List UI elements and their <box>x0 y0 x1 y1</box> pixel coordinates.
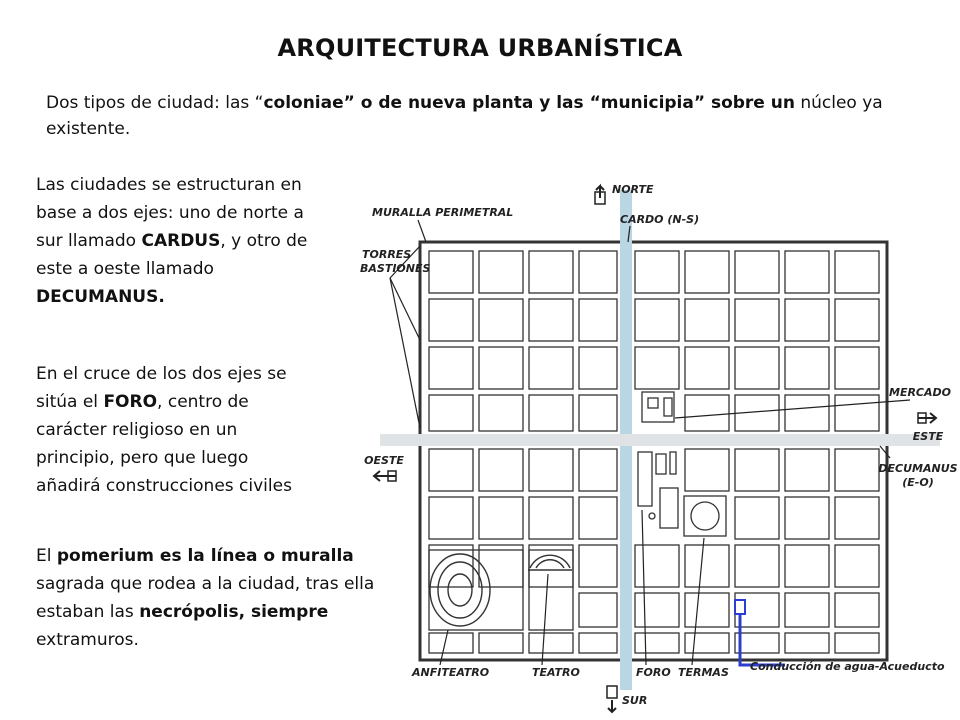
city-block <box>685 299 729 341</box>
city-block <box>835 497 879 539</box>
city-block <box>635 251 679 293</box>
label-este: ESTE <box>912 430 944 443</box>
city-block <box>579 449 617 491</box>
city-block <box>635 593 679 627</box>
south-arrow-icon <box>607 686 617 712</box>
city-block <box>685 449 729 491</box>
termas-building <box>684 496 726 536</box>
city-block <box>735 347 779 389</box>
city-block <box>785 299 829 341</box>
city-block <box>479 497 523 539</box>
cardus-decumanus-paragraph <box>36 171 316 311</box>
cardus-term: CARDUS <box>141 231 221 251</box>
city-block <box>579 545 617 587</box>
city-block <box>429 251 473 293</box>
city-block <box>835 449 879 491</box>
city-block <box>529 299 573 341</box>
anfiteatro-building <box>430 554 490 626</box>
city-block <box>479 347 523 389</box>
mercado-pointer <box>675 400 910 418</box>
city-block <box>685 593 729 627</box>
city-block <box>479 251 523 293</box>
foro-term: FORO <box>103 392 158 412</box>
intro-text <box>46 90 926 142</box>
decumanus-axis <box>380 434 940 446</box>
label-sur: SUR <box>622 694 648 707</box>
para3-text-2: sagrada que rodea a la ciudad, tras ella estaban las <box>36 574 375 622</box>
city-block <box>735 251 779 293</box>
teatro-pointer <box>542 574 548 665</box>
city-block <box>529 395 573 431</box>
para1-text-1: Las ciudades se estructuran en base a dos ejes: uno de norte a sur llamado <box>36 175 304 251</box>
intro-text-2: núcleo ya existente. <box>46 93 883 139</box>
city-block <box>835 299 879 341</box>
city-block <box>529 347 573 389</box>
city-block <box>735 633 779 653</box>
city-block <box>735 299 779 341</box>
city-block <box>685 347 729 389</box>
city-block <box>785 633 829 653</box>
city-block <box>785 347 829 389</box>
city-block <box>529 545 573 587</box>
pomerium-term: pomerium es la línea o muralla <box>56 546 354 566</box>
city-block <box>579 347 617 389</box>
north-arrow-icon <box>595 186 605 204</box>
city-block <box>579 633 617 653</box>
termas-pointer <box>692 538 704 665</box>
city-block <box>785 593 829 627</box>
city-block <box>635 347 679 389</box>
city-block <box>735 545 779 587</box>
city-block <box>685 251 729 293</box>
city-block <box>735 593 779 627</box>
label-oeste: OESTE <box>364 454 404 467</box>
city-block <box>635 545 679 587</box>
city-block <box>835 633 879 653</box>
label-teatro: TEATRO <box>532 666 580 679</box>
city-block <box>685 633 729 653</box>
label-muralla: MURALLA PERIMETRAL <box>372 206 514 219</box>
city-blocks <box>429 251 879 653</box>
city-block <box>429 299 473 341</box>
city-block <box>735 449 779 491</box>
city-block <box>529 449 573 491</box>
para2-text-1: En el cruce de los dos ejes se sitúa el <box>36 364 287 412</box>
roman-city-plan <box>330 160 960 720</box>
label-torres: TORRES <box>362 248 412 261</box>
para1-text-2: , y otro de este a oeste llamado <box>36 231 308 279</box>
city-block <box>735 497 779 539</box>
city-block <box>429 497 473 539</box>
city-block <box>785 251 829 293</box>
city-block <box>785 449 829 491</box>
large-plot <box>429 550 523 630</box>
label-termas: TERMAS <box>678 666 729 679</box>
label-foro: FORO <box>636 666 671 679</box>
city-block <box>579 593 617 627</box>
city-block <box>685 395 729 431</box>
city-block <box>835 347 879 389</box>
city-block <box>635 299 679 341</box>
label-anfiteatro: ANFITEATRO <box>412 666 490 679</box>
city-block <box>529 497 573 539</box>
city-block <box>479 545 523 587</box>
east-arrow-icon <box>918 413 936 423</box>
label-bastiones: BASTIONES <box>360 262 431 275</box>
label-norte: NORTE <box>612 183 654 196</box>
city-block <box>479 449 523 491</box>
city-block <box>529 251 573 293</box>
para3-text-3: extramuros. <box>36 630 139 650</box>
city-block <box>835 593 879 627</box>
teatro-building <box>528 555 572 570</box>
muralla-pointer <box>418 220 426 242</box>
city-block <box>685 545 729 587</box>
page-title: ARQUITECTURA URBANÍSTICA <box>277 34 683 62</box>
para3-text-1: El <box>36 546 57 566</box>
label-cardo: CARDO (N-S) <box>620 213 700 226</box>
city-block <box>835 395 879 431</box>
label-decumanus-eo: (E-O) <box>902 476 934 489</box>
necropolis-term: necrópolis, siempre <box>139 602 329 622</box>
city-block <box>835 251 879 293</box>
city-block <box>479 633 523 653</box>
label-acueducto: Conducción de agua-Acueducto <box>750 660 945 673</box>
city-block <box>785 497 829 539</box>
city-block <box>579 299 617 341</box>
city-block <box>479 395 523 431</box>
city-block <box>835 545 879 587</box>
foro-paragraph <box>36 360 316 500</box>
city-block <box>429 449 473 491</box>
aqueduct-line <box>740 614 785 665</box>
city-block <box>429 633 473 653</box>
city-block <box>785 395 829 431</box>
city-block <box>579 251 617 293</box>
intro-bold-1: coloniae” o de nueva planta y las “municipia” sobre un <box>263 93 795 113</box>
city-block <box>429 347 473 389</box>
label-mercado: MERCADO <box>889 386 951 399</box>
city-block <box>429 395 473 431</box>
aqueduct-tank <box>735 600 745 614</box>
city-block <box>529 633 573 653</box>
west-arrow-icon <box>374 471 396 481</box>
city-block <box>785 545 829 587</box>
city-block <box>579 497 617 539</box>
label-decumanus: DECUMANUS <box>878 462 958 475</box>
city-block <box>635 633 679 653</box>
foro-buildings <box>638 392 678 528</box>
city-block <box>579 395 617 431</box>
decumanus-term: DECUMANUS. <box>36 287 165 307</box>
para2-text-2: , centro de carácter religioso en un principio, pero que luego añadirá construcciones civiles <box>36 392 292 496</box>
intro-text-1: Dos tipos de ciudad: las “ <box>46 93 264 113</box>
city-block <box>479 299 523 341</box>
